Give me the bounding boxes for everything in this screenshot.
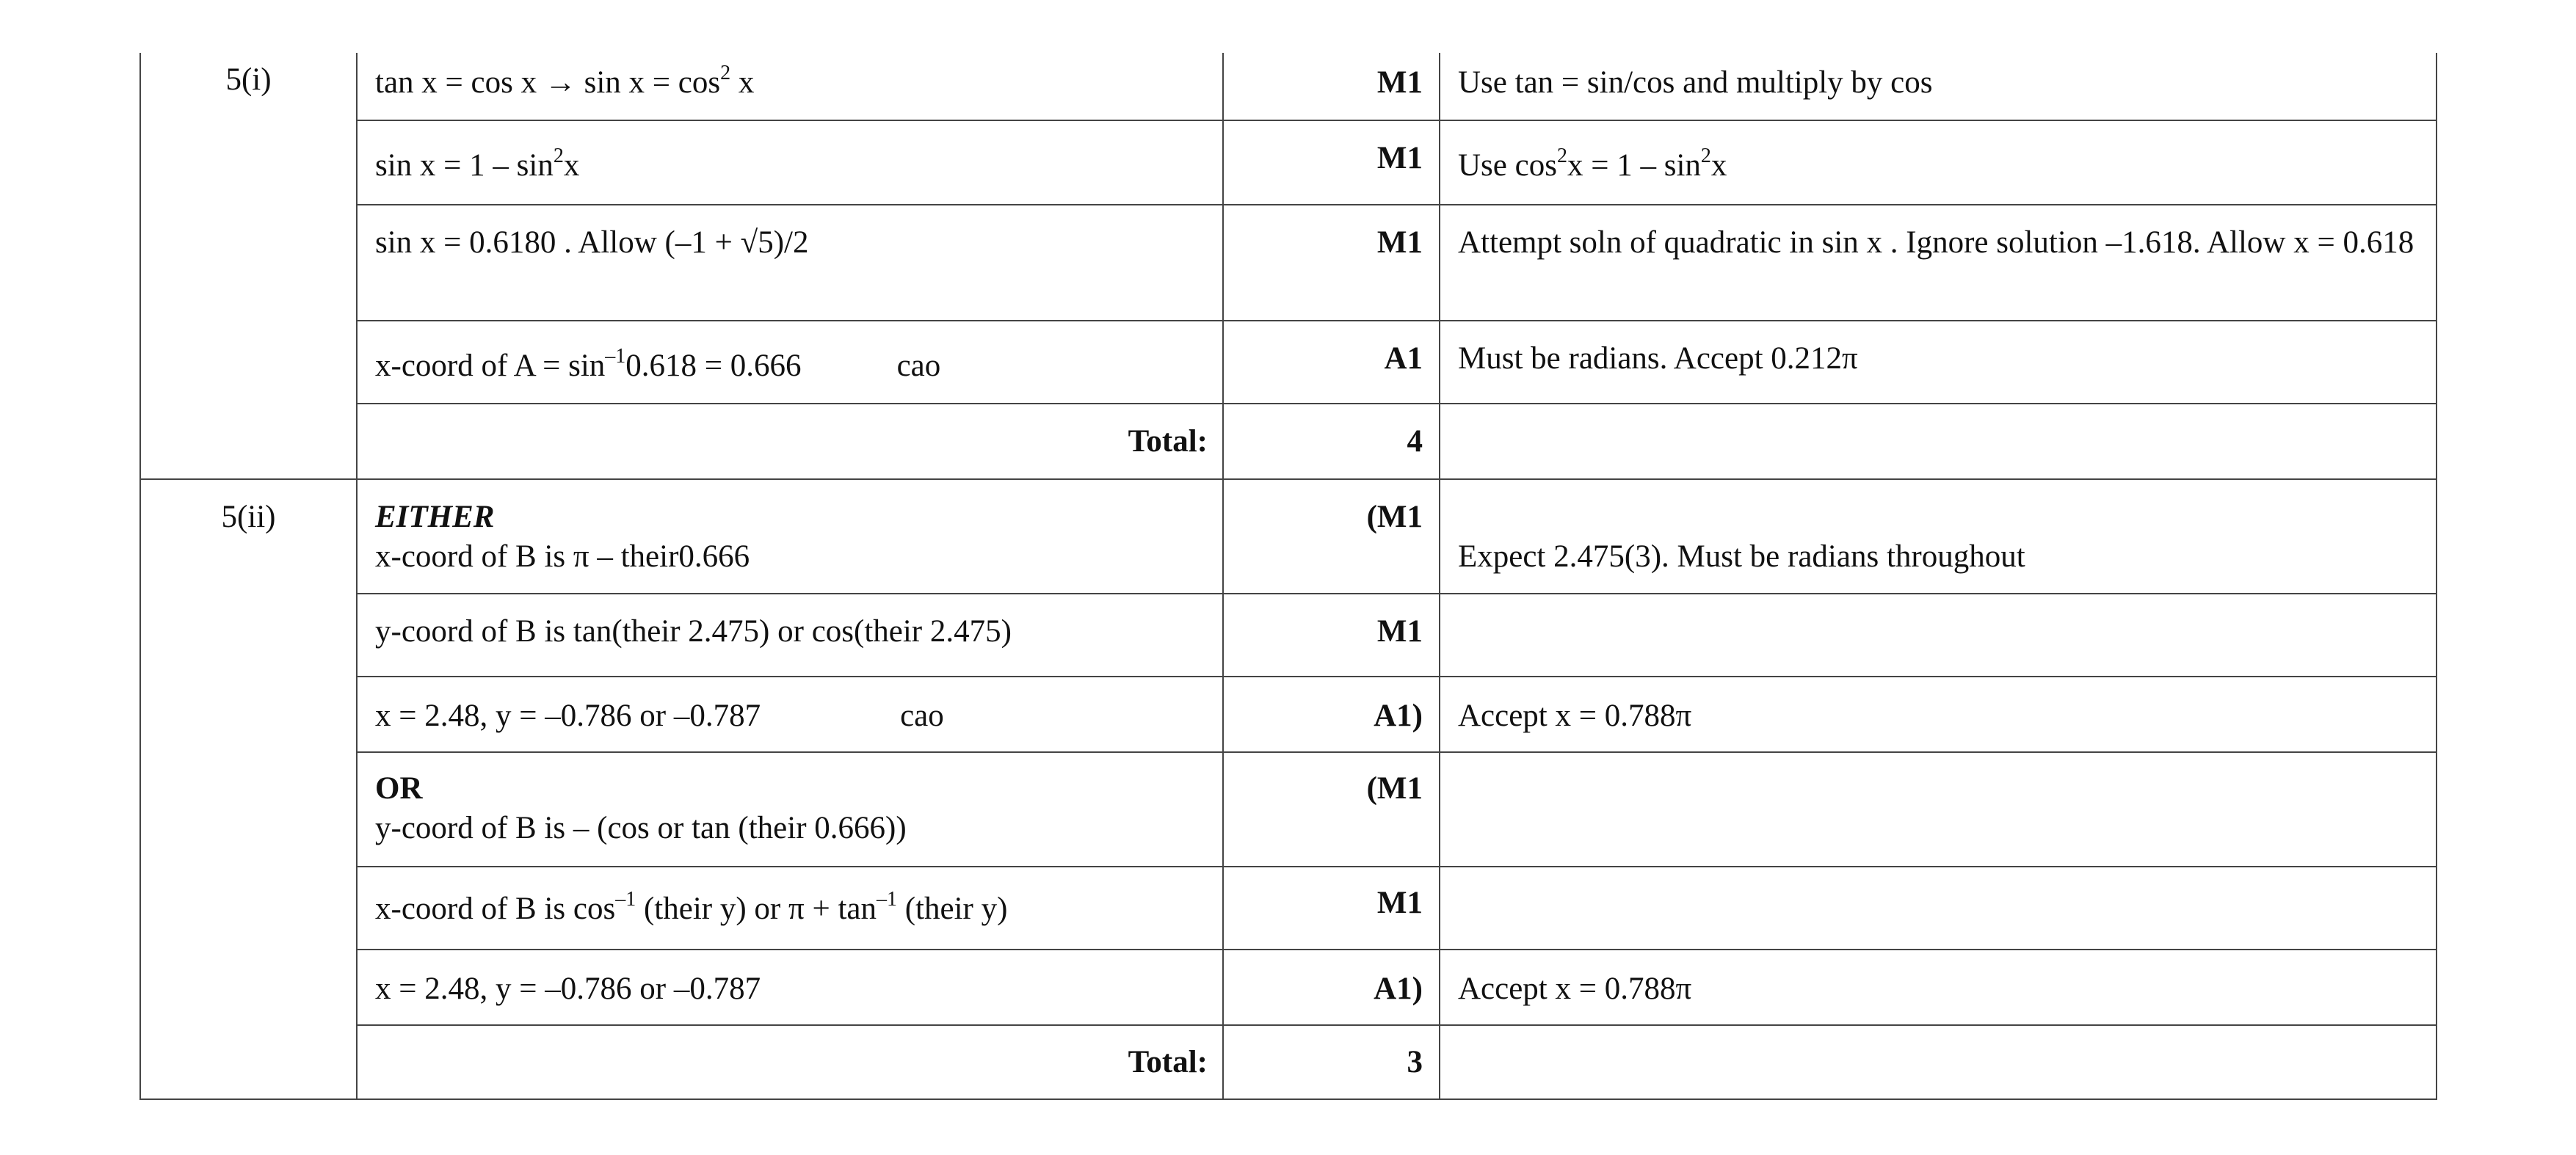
table-row bbox=[140, 594, 2437, 677]
guidance-cell: Attempt soln of quadratic in sin x . Ignore solution –1.618. Allow x = 0.618 bbox=[1440, 205, 2437, 321]
question-number-cell bbox=[140, 479, 357, 1099]
answer-cell: x = 2.48, y = –0.786 or –0.787 cao bbox=[357, 677, 1223, 752]
total-label: Total: bbox=[357, 1025, 1223, 1099]
table-row bbox=[140, 479, 2437, 594]
question-number: 5(i) bbox=[225, 62, 272, 97]
either-heading: EITHER bbox=[375, 500, 495, 534]
mark-scheme-table bbox=[139, 53, 2437, 1100]
answer-cell: y-coord of B is tan(their 2.475) or cos(their 2.475) bbox=[357, 594, 1223, 677]
question-number-cell bbox=[140, 53, 357, 479]
guidance-cell bbox=[1440, 404, 2437, 479]
mark-cell: M1 bbox=[1223, 867, 1440, 950]
table-row bbox=[140, 752, 2437, 867]
total-label: Total: bbox=[357, 404, 1223, 479]
answer-cell: x-coord of $A = \sin^{-1}0.618 = 0.666$ cao bbox=[357, 321, 1223, 404]
table-row bbox=[140, 950, 2437, 1025]
answer-cell: $\sin x = 1 - \sin^2x$ bbox=[357, 120, 1223, 205]
guidance-cell: Use tan = sin/cos and multiply by cos bbox=[1440, 53, 2437, 120]
answer-cell: EITHER x-coord of B is π – their0.666 bbox=[357, 479, 1223, 594]
cao-note: cao bbox=[896, 349, 941, 383]
answer-cell: x-coord of B is $\cos^{-1}$ (their y) or $\pi + \tan^{-1}$ (their y) bbox=[357, 867, 1223, 950]
mark-cell: (M1 bbox=[1223, 479, 1440, 594]
answer-cell: sin x = 0.6180 . Allow (–1 + √5)/2 bbox=[357, 205, 1223, 321]
answer-cell: OR y-coord of B is – (cos or tan (their 0.666)) bbox=[357, 752, 1223, 867]
mark-cell: A1 bbox=[1223, 321, 1440, 404]
table-row bbox=[140, 205, 2437, 321]
mark-cell: A1) bbox=[1223, 677, 1440, 752]
mark-cell: (M1 bbox=[1223, 752, 1440, 867]
guidance-cell: Use $\cos^2x = 1 - \sin^2x$ bbox=[1440, 120, 2437, 205]
table-row bbox=[140, 53, 2437, 120]
mark-cell: M1 bbox=[1223, 205, 1440, 321]
total-value: 4 bbox=[1223, 404, 1440, 479]
mark-cell: M1 bbox=[1223, 53, 1440, 120]
total-value: 3 bbox=[1223, 1025, 1440, 1099]
guidance-cell bbox=[1440, 1025, 2437, 1099]
mark-cell: M1 bbox=[1223, 120, 1440, 205]
answer-cell: x = 2.48, y = –0.786 or –0.787 bbox=[357, 950, 1223, 1025]
guidance-cell: Expect 2.475(3). Must be radians throughout bbox=[1440, 479, 2437, 594]
guidance-cell: Must be radians. Accept 0.212π bbox=[1440, 321, 2437, 404]
guidance-cell bbox=[1440, 752, 2437, 867]
cao-note: cao bbox=[900, 699, 944, 733]
guidance-cell: Accept x = 0.788π bbox=[1440, 677, 2437, 752]
table-row bbox=[140, 321, 2437, 404]
total-row bbox=[140, 404, 2437, 479]
table-row bbox=[140, 677, 2437, 752]
answer-cell: $\tan x = \cos x \to \sin x = \cos^2 x$ bbox=[357, 53, 1223, 120]
mark-cell: A1) bbox=[1223, 950, 1440, 1025]
table-row bbox=[140, 120, 2437, 205]
guidance-cell: Accept x = 0.788π bbox=[1440, 950, 2437, 1025]
table-row bbox=[140, 867, 2437, 950]
mark-cell: M1 bbox=[1223, 594, 1440, 677]
guidance-cell bbox=[1440, 594, 2437, 677]
guidance-cell bbox=[1440, 867, 2437, 950]
total-row bbox=[140, 1025, 2437, 1099]
or-heading: OR bbox=[375, 771, 423, 806]
question-number: 5(ii) bbox=[221, 500, 276, 534]
